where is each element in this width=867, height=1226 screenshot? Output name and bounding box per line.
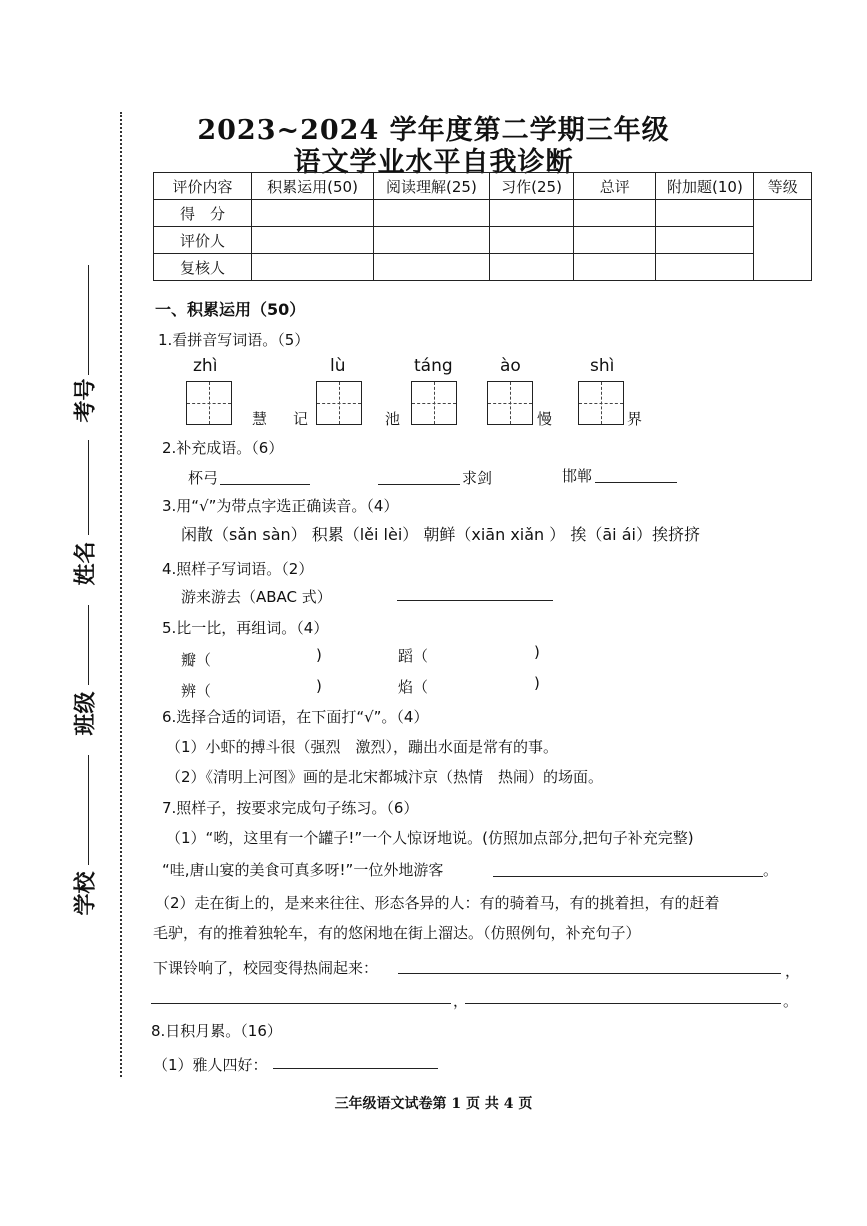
pinyin-4: ào [500,356,521,376]
q1-char-1: 慧 [252,410,268,428]
score-cell[interactable] [574,254,656,281]
char-box[interactable] [186,381,232,425]
score-header-cell: 习作(25) [489,173,573,200]
score-cell[interactable] [373,200,489,227]
score-cell[interactable] [656,254,754,281]
binding-dotted-line [120,112,122,1077]
score-header-cell: 总评 [574,173,656,200]
idiom-1-blank[interactable] [220,484,310,485]
score-cell[interactable] [574,227,656,254]
grade-cell[interactable] [754,200,812,281]
score-row-label: 评价人 [154,227,252,254]
q3-prompt: 3.用“√”为带点字选正确读音。（4） [162,497,399,515]
q7-sentence-2a: （2）走在街上的，是来来往往、形态各异的人：有的骑着马，有的挑着担，有的赶着 [155,894,720,912]
q7-blank-2[interactable] [398,973,781,974]
q4-example: 游来游去（ABAC 式） [181,588,332,606]
q5-char-1: 瓣（ [181,651,212,669]
school-line [88,755,89,865]
pinyin-5: shì [590,356,615,376]
q5-close: ) [534,643,540,661]
exam-number-label: 考号 [73,378,99,423]
q7-sentence-2b: 毛驴，有的推着独轮车，有的悠闲地在街上溜达。（仿照例句，补充句子） [153,924,641,942]
page-footer: 三年级语文试卷第 1 页 共 4 页 [334,1096,533,1112]
q5-prompt: 5.比一比，再组词。（4） [162,619,329,637]
q7-sentence-2c: 下课铃响了，校园变得热闹起来： [153,959,379,977]
q8-prompt: 8.日积月累。（16） [151,1022,282,1040]
score-cell[interactable] [252,227,374,254]
q7-blank-3[interactable] [151,1003,451,1004]
q6-sentence-1: （1）小虾的搏斗很（强烈 激烈），蹦出水面是常有的事。 [166,738,559,756]
q7-period: 。 [763,861,779,879]
score-row-label: 得 分 [154,200,252,227]
q6-prompt: 6.选择合适的词语，在下面打“√”。（4） [162,708,429,726]
q3-pronunciation-line: 闲散（sǎn sàn） 积累（lěi lèi） 朝鲜（xiān xiǎn ） 挨（āi ái）挨挤挤 [181,525,700,544]
school-label: 学校 [73,871,99,916]
q5-close: ) [316,646,322,664]
q8-blank-1[interactable] [273,1068,438,1069]
score-header-cell: 积累运用(50) [252,173,374,200]
score-table-header-row [154,173,812,200]
exam-title-line1: 2023~2024 学年度第二学期三年级 [197,115,670,146]
q1-char-4: 慢 [537,410,553,428]
score-cell[interactable] [489,200,573,227]
section-heading: 一、积累运用（50） [155,300,306,319]
q2-prompt: 2.补充成语。（6） [162,439,284,457]
q1-char-3: 池 [385,410,401,428]
q1-char-5: 界 [627,410,643,428]
score-table-row [154,254,812,281]
class-line [88,605,89,685]
char-box[interactable] [411,381,457,425]
q7-blank-1[interactable] [493,876,763,877]
exam-title-line2: 语文学业水平自我诊断 [293,147,574,178]
char-box[interactable] [578,381,624,425]
score-cell[interactable] [373,254,489,281]
pinyin-1: zhì [193,356,218,376]
q7-prompt: 7.照样子，按要求完成句子练习。（6） [162,799,419,817]
score-table-row [154,227,812,254]
pinyin-3: táng [414,356,453,376]
class-label: 班级 [73,691,99,736]
exam-number-line [88,265,89,375]
q8-sentence-1: （1）雅人四好： [153,1056,268,1074]
q7-sentence-1b: “哇,唐山宴的美食可真多呀!”一位外地游客 [162,861,444,879]
q7-comma: ， [453,992,469,1010]
idiom-3: 邯郸 [562,467,593,485]
score-header-cell: 评价内容 [154,173,252,200]
char-box[interactable] [316,381,362,425]
idiom-2-blank[interactable] [378,484,460,485]
q1-prompt: 1.看拼音写词语。（5） [158,331,310,349]
score-header-cell: 等级 [754,173,812,200]
q4-blank[interactable] [397,600,553,601]
score-cell[interactable] [373,227,489,254]
q5-close: ) [316,677,322,695]
idiom-1: 杯弓 [188,469,219,487]
score-row-label: 复核人 [154,254,252,281]
score-cell[interactable] [252,200,374,227]
q6-sentence-2: （2）《清明上河图》画的是北宋都城汴京（热情 热闹）的场面。 [166,768,604,786]
idiom-2: 求剑 [462,469,493,487]
q7-comma: ， [785,962,801,980]
score-header-cell: 阅读理解(25) [373,173,489,200]
q5-char-4: 焰（ [398,678,429,696]
q7-blank-4[interactable] [465,1003,781,1004]
score-table [153,172,812,281]
name-label: 姓名 [73,541,99,586]
q7-sentence-1: （1）“哟，这里有一个罐子!”一个人惊讶地说。(仿照加点部分,把句子补充完整) [166,829,694,847]
q4-prompt: 4.照样子写词语。（2） [162,560,314,578]
pinyin-2: lù [330,356,346,376]
score-cell[interactable] [489,227,573,254]
char-box[interactable] [487,381,533,425]
q5-char-2: 蹈（ [398,647,429,665]
score-cell[interactable] [489,254,573,281]
score-cell[interactable] [574,200,656,227]
name-line [88,440,89,535]
score-cell[interactable] [252,254,374,281]
score-table-row [154,200,812,227]
score-cell[interactable] [656,200,754,227]
score-cell[interactable] [656,227,754,254]
q7-period: 。 [783,992,799,1010]
q5-close: ) [534,674,540,692]
q5-char-3: 辨（ [181,682,212,700]
score-header-cell: 附加题(10) [656,173,754,200]
idiom-3-blank[interactable] [595,482,677,483]
q1-char-2: 记 [293,410,309,428]
